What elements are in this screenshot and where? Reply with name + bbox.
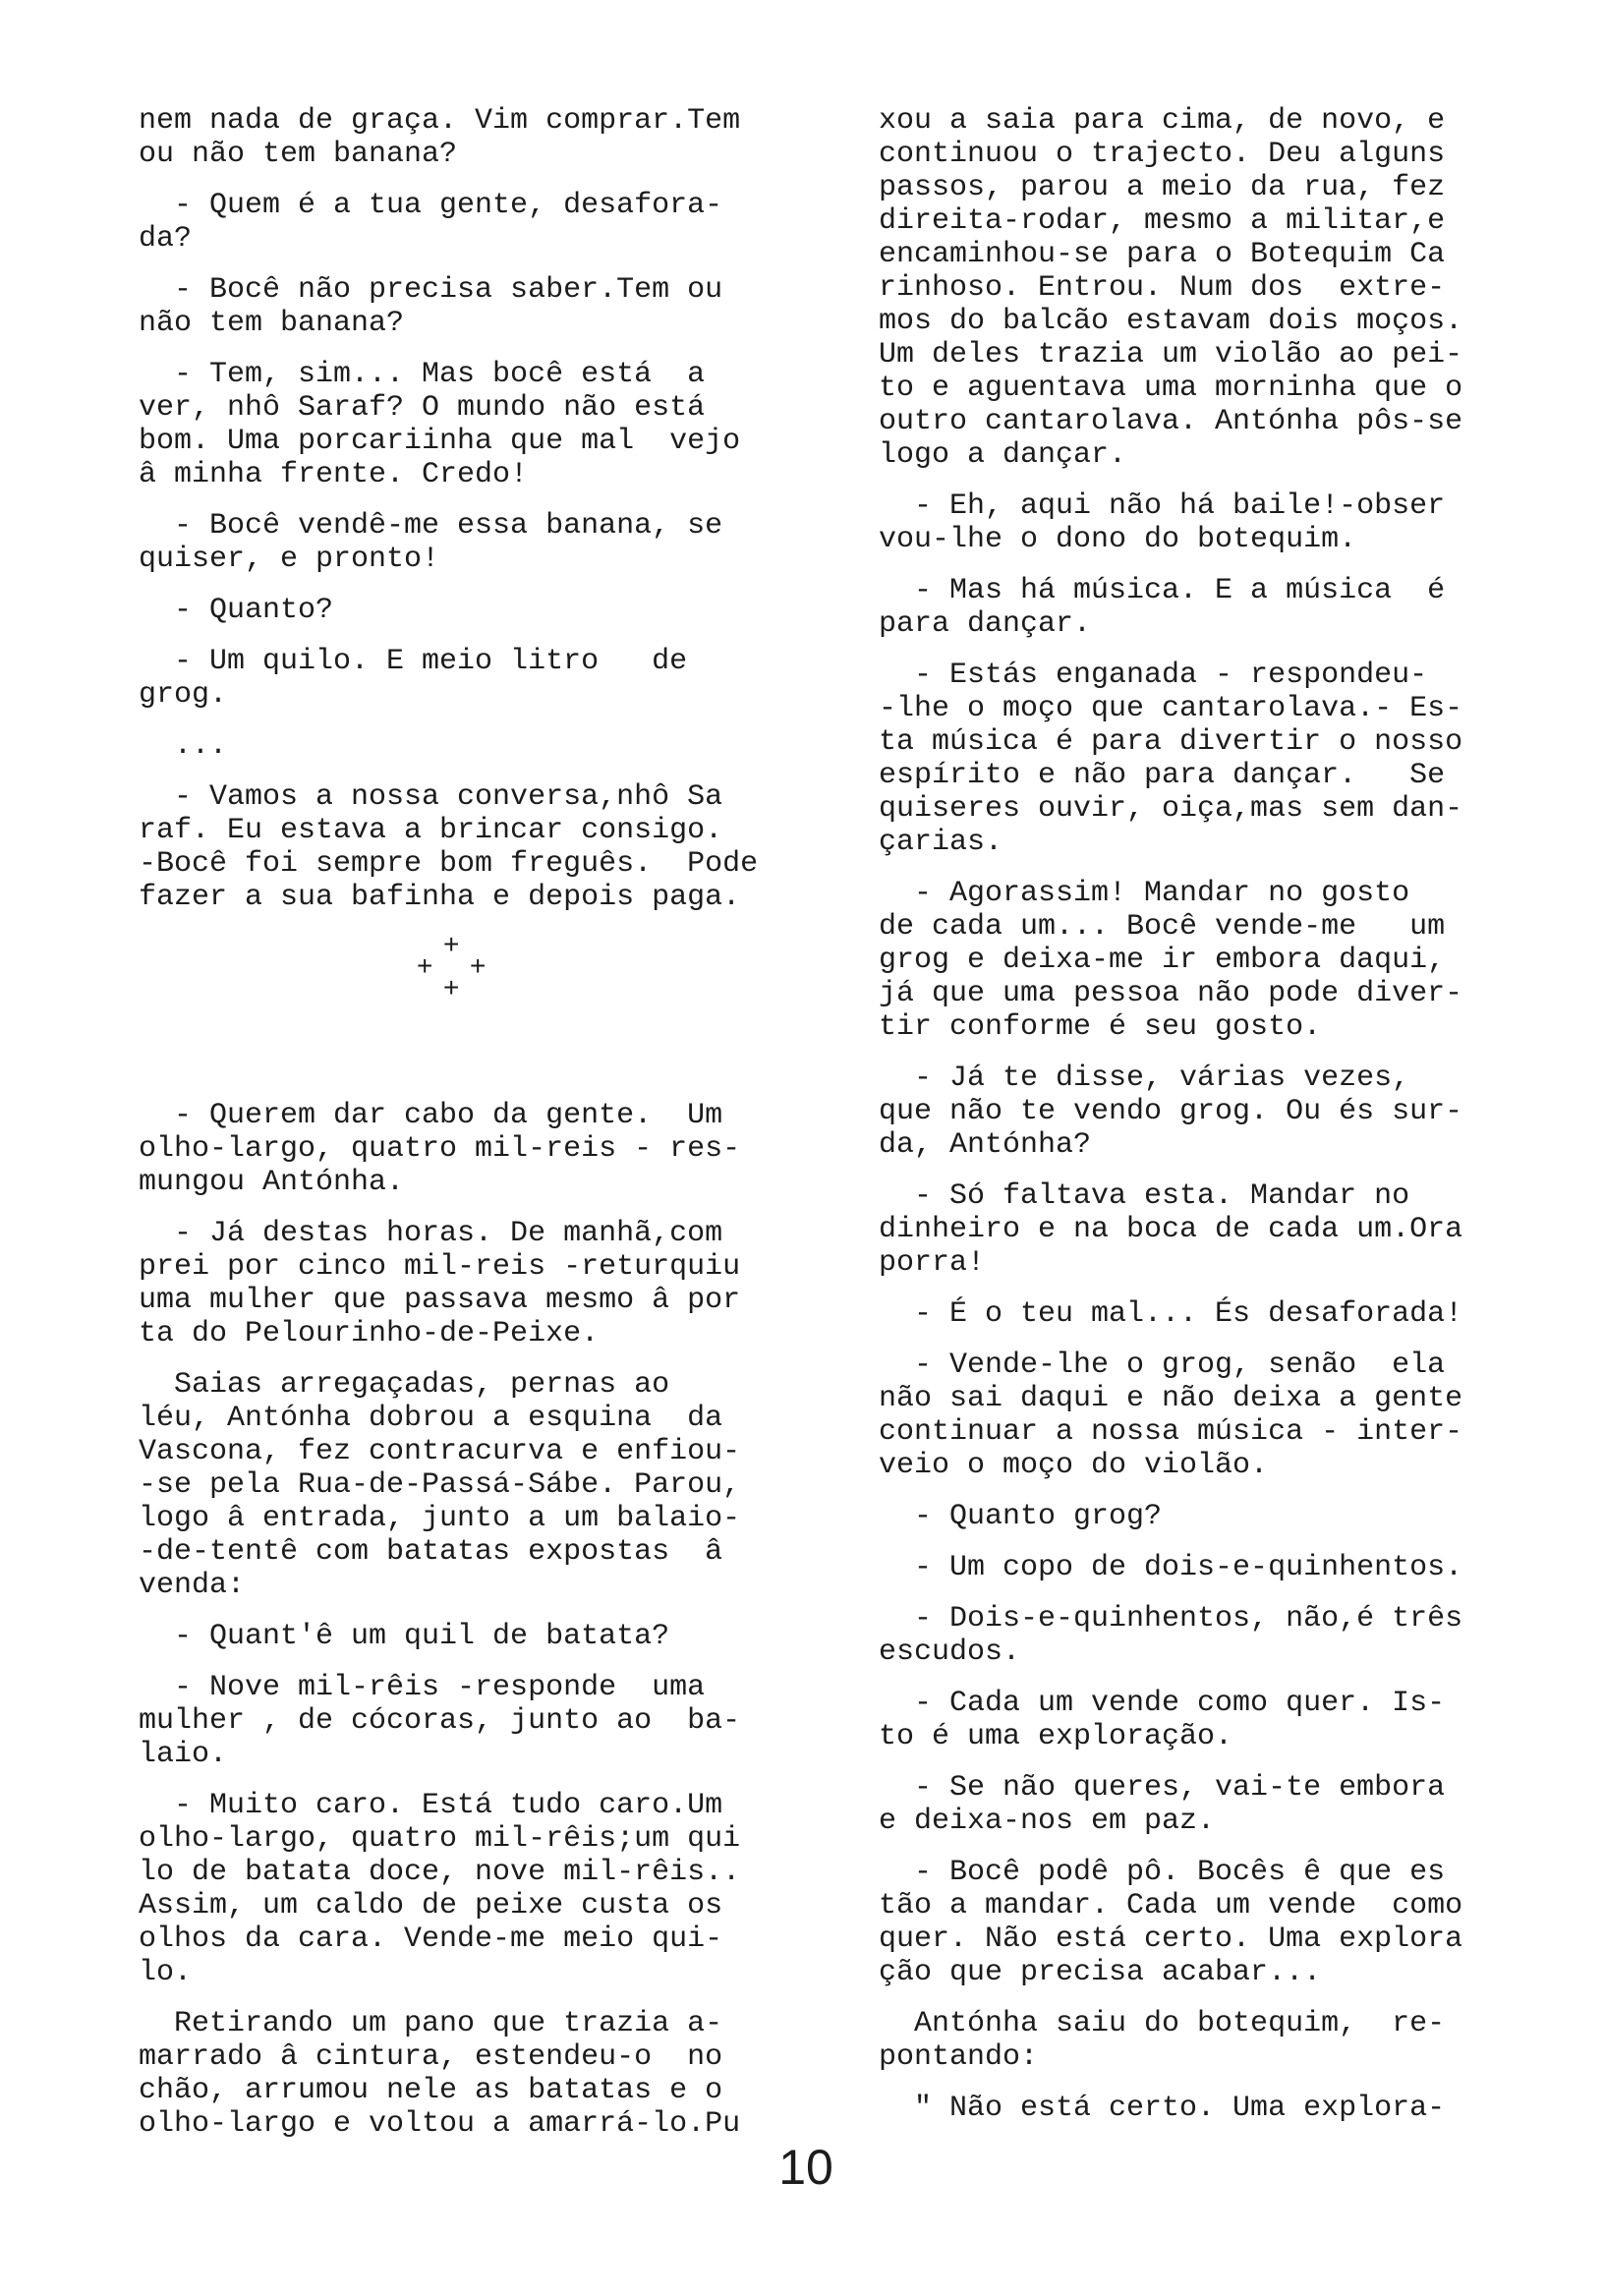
text-line: ta do Pelourinho-de-Peixe. <box>139 1317 600 1350</box>
paragraph-gap <box>879 1044 1567 1062</box>
paragraph <box>879 574 1567 641</box>
text-line: - Já te disse, várias vezes, <box>879 1062 1410 1095</box>
paragraph <box>879 2007 1567 2074</box>
text-line: xou a saia para cima, de novo, e <box>879 104 1446 138</box>
text-line: venda: <box>139 1569 246 1602</box>
ornament-cross-top: + <box>443 929 460 959</box>
text-line: escudos. <box>879 1636 1021 1669</box>
text-line: outro cantarolava. Antónha pôs-se <box>879 405 1463 438</box>
text-line: lo. <box>139 1956 193 1989</box>
text-line: - Um copo de dois-e-quinhentos. <box>879 1551 1463 1584</box>
text-line: de cada um... Bocê vende-me um <box>879 910 1446 944</box>
text-line: - Se não queres, vai-te embora <box>879 1771 1446 1805</box>
text-line: olhos da cara. Vende-me meio qui- <box>139 1923 723 1956</box>
paragraph <box>879 1551 1567 1584</box>
paragraph <box>879 489 1567 556</box>
text-line: olho-largo, quatro mil-rêis;um qui <box>139 1822 741 1856</box>
text-line: - Bocê vendê-me essa banana, se <box>139 509 723 543</box>
paragraph <box>139 1671 827 1771</box>
paragraph <box>139 1620 827 1653</box>
right-text-block <box>879 104 1567 2125</box>
paragraph <box>139 780 827 914</box>
text-line: - Já destas horas. De manhã,com <box>139 1217 723 1250</box>
text-line: quiser, e pronto! <box>139 543 440 576</box>
text-line: da? <box>139 222 193 256</box>
paragraph <box>879 1349 1567 1482</box>
paragraph-gap <box>139 491 827 509</box>
text-line: - Muito caro. Está tudo caro.Um <box>139 1789 723 1822</box>
text-line: - Bocê podê pô. Bocês ê que es <box>879 1856 1446 1889</box>
text-line: - Um quilo. E meio litro de <box>139 645 688 678</box>
text-line: léu, Antónha dobrou a esquina da <box>139 1402 723 1435</box>
paragraph <box>879 1500 1567 1533</box>
text-line: olho-largo, quatro mil-reis - res- <box>139 1132 741 1166</box>
paragraph-gap <box>139 1653 827 1671</box>
paragraph-gap <box>879 2074 1567 2092</box>
paragraph-gap <box>139 171 827 189</box>
text-line: - Eh, aqui não há baile!-obser <box>879 489 1446 523</box>
text-line: tão a mandar. Cada um vende como <box>879 1889 1463 1923</box>
paragraph-gap <box>879 1331 1567 1349</box>
paragraph <box>879 2092 1567 2125</box>
paragraph <box>879 1297 1567 1331</box>
text-line: direita-rodar, mesmo a militar,e <box>879 204 1446 238</box>
text-line: pontando: <box>879 2040 1039 2074</box>
section-break-ornament <box>139 928 827 1046</box>
paragraph-gap <box>879 1280 1567 1297</box>
text-line: da, Antónha? <box>879 1128 1092 1162</box>
text-line: rinhoso. Entrou. Num dos extre- <box>879 271 1446 305</box>
paragraph-gap <box>139 256 827 273</box>
text-line: to e aguentava uma morninha que o <box>879 372 1463 405</box>
text-line: Retirando um pano que trazia a- <box>139 2007 723 2040</box>
paragraph-gap <box>879 1482 1567 1500</box>
text-line: ... <box>139 729 228 763</box>
paragraph-gap <box>879 1753 1567 1771</box>
paragraph-gap <box>139 340 827 358</box>
text-line: Vascona, fez contracurva e enfiou- <box>139 1435 741 1468</box>
text-line: mungou Antónha. <box>139 1166 405 1199</box>
text-line: veio o moço do violão. <box>879 1449 1269 1482</box>
text-line: - Estás enganada - respondeu- <box>879 659 1428 692</box>
ornament-cross-bottom: + <box>443 972 460 1003</box>
paragraph <box>879 1856 1567 1989</box>
text-line: - Vende-lhe o grog, senão ela <box>879 1349 1446 1382</box>
text-line: -Bocê foi sempre bom freguês. Pode <box>139 847 759 881</box>
text-line: grog e deixa-me ir embora daqui, <box>879 944 1446 977</box>
paragraph <box>879 1179 1567 1280</box>
text-line: quer. Não está certo. Uma explora <box>879 1923 1463 1956</box>
text-line: continuou o trajecto. Deu alguns <box>879 138 1446 171</box>
text-line: - Nove mil-rêis -responde uma <box>139 1671 706 1704</box>
text-line: çarias. <box>879 826 1003 859</box>
paragraph-gap <box>879 1838 1567 1856</box>
paragraph-gap <box>139 1771 827 1789</box>
text-line: - Vamos a nossa conversa,nhô Sa <box>139 780 723 814</box>
text-line: -se pela Rua-de-Passá-Sábe. Parou, <box>139 1468 741 1502</box>
text-line: ta música é para divertir o nosso <box>879 725 1463 759</box>
paragraph <box>139 358 827 491</box>
paragraph-gap <box>139 1350 827 1368</box>
text-line: mulher , de cócoras, junto ao ba- <box>139 1704 741 1738</box>
text-line: lo de batata doce, nove mil-rêis.. <box>139 1856 741 1889</box>
paragraph-gap <box>139 576 827 594</box>
text-line: não tem banana? <box>139 307 405 340</box>
text-line: â minha frente. Credo! <box>139 458 529 491</box>
text-line: - É o teu mal... És desaforada! <box>879 1297 1463 1331</box>
text-line: passos, parou a meio da rua, fez <box>879 171 1446 204</box>
text-line: tir conforme é seu gosto. <box>879 1010 1322 1044</box>
paragraph-gap <box>139 763 827 780</box>
text-line: " Não está certo. Uma explora- <box>879 2092 1446 2125</box>
text-line: espírito e não para dançar. Se <box>879 759 1446 792</box>
paragraph-gap <box>879 859 1567 877</box>
text-line: - Quem é a tua gente, desafora- <box>139 189 723 222</box>
text-line: - Só faltava esta. Mandar no <box>879 1179 1410 1213</box>
text-line: quiseres ouvir, oiça,mas sem dan- <box>879 792 1463 826</box>
text-line: - Mas há música. E a música é <box>879 574 1446 607</box>
left-text-block-2 <box>139 1099 827 2141</box>
text-line: raf. Eu estava a brincar consigo. <box>139 814 723 847</box>
paragraph <box>139 729 827 763</box>
paragraph-gap <box>139 712 827 729</box>
paragraph-gap <box>879 641 1567 659</box>
text-line: ver, nhô Saraf? O mundo não está <box>139 391 706 425</box>
text-line: - Cada um vende como quer. Is- <box>879 1687 1446 1720</box>
text-line: porra! <box>879 1246 986 1280</box>
text-line: já que uma pessoa não pode diver- <box>879 977 1463 1010</box>
paragraph-gap <box>139 1199 827 1217</box>
paragraph-gap <box>879 1989 1567 2007</box>
paragraph <box>879 1062 1567 1162</box>
page-number: 10 <box>778 2140 833 2195</box>
left-column <box>139 104 827 2141</box>
text-line: ou não tem banana? <box>139 138 458 171</box>
text-line: mos do balcão estavam dois moços. <box>879 305 1463 338</box>
paragraph <box>139 645 827 712</box>
paragraph <box>139 509 827 576</box>
text-line: -lhe o moço que cantarolava.- Es- <box>879 692 1463 725</box>
paragraph-gap <box>879 1584 1567 1602</box>
paragraph <box>139 104 827 171</box>
right-column <box>879 104 1567 2125</box>
ornament-cross-left: + <box>417 950 433 981</box>
text-line: - Agorassim! Mandar no gosto <box>879 877 1410 910</box>
text-line: prei por cinco mil-reis -returquiu <box>139 1250 741 1284</box>
text-line: laio. <box>139 1738 228 1771</box>
text-line: encaminhou-se para o Botequim Ca <box>879 238 1446 271</box>
paragraph-gap <box>879 556 1567 574</box>
paragraph <box>879 1771 1567 1838</box>
text-line: grog. <box>139 678 228 712</box>
text-line: - Quanto? <box>139 594 334 627</box>
text-line: e deixa-nos em paz. <box>879 1805 1216 1838</box>
ornament-cross-right: + <box>470 950 487 981</box>
paragraph <box>879 1687 1567 1753</box>
paragraph <box>139 1099 827 1199</box>
text-line: bom. Uma porcariinha que mal vejo <box>139 425 741 458</box>
text-line: to é uma exploração. <box>879 1720 1233 1753</box>
text-line: uma mulher que passava mesmo â por <box>139 1284 741 1317</box>
text-line: Antónha saiu do botequim, re- <box>879 2007 1446 2040</box>
text-line: olho-largo e voltou a amarrá-lo.Pu <box>139 2107 741 2141</box>
text-line: chão, arrumou nele as batatas e o <box>139 2074 723 2107</box>
paragraph <box>139 594 827 627</box>
paragraph <box>879 1602 1567 1669</box>
text-line: que não te vendo grog. Ou és sur- <box>879 1095 1463 1128</box>
text-line: para dançar. <box>879 607 1092 641</box>
paragraph <box>139 2007 827 2141</box>
paragraph-gap <box>139 1602 827 1620</box>
text-line: - Quanto grog? <box>879 1500 1163 1533</box>
paragraph <box>139 273 827 340</box>
text-line: continuar a nossa música - inter- <box>879 1415 1463 1449</box>
text-line: não sai daqui e não deixa a gente <box>879 1382 1463 1415</box>
text-line: Saias arregaçadas, pernas ao <box>139 1368 670 1402</box>
paragraph-gap <box>879 1669 1567 1687</box>
paragraph <box>139 1368 827 1602</box>
text-line: - Quant'ê um quil de batata? <box>139 1620 670 1653</box>
text-line: ção que precisa acabar... <box>879 1956 1322 1989</box>
paragraph <box>879 659 1567 859</box>
paragraph <box>879 877 1567 1044</box>
text-line: - Bocê não precisa saber.Tem ou <box>139 273 723 307</box>
text-line: dinheiro e na boca de cada um.Ora <box>879 1213 1463 1246</box>
left-text-block-1 <box>139 104 827 914</box>
text-line: vou-lhe o dono do botequim. <box>879 523 1357 556</box>
paragraph <box>139 1217 827 1350</box>
paragraph <box>139 1789 827 1989</box>
text-line: logo a dançar. <box>879 438 1127 472</box>
text-line: - Dois-e-quinhentos, não,é três <box>879 1602 1463 1636</box>
text-line: nem nada de graça. Vim comprar.Tem <box>139 104 741 138</box>
paragraph-gap <box>879 1533 1567 1551</box>
paragraph <box>139 189 827 256</box>
text-line: marrado â cintura, estendeu-o no <box>139 2040 723 2074</box>
text-line: Um deles trazia um violão ao pei- <box>879 338 1463 372</box>
text-line: Assim, um caldo de peixe custa os <box>139 1889 723 1923</box>
text-line: - Querem dar cabo da gente. Um <box>139 1099 723 1132</box>
text-line: logo â entrada, junto a um balaio- <box>139 1502 741 1535</box>
paragraph-gap <box>139 627 827 645</box>
text-line: - Tem, sim... Mas bocê está a <box>139 358 706 391</box>
paragraph <box>879 104 1567 472</box>
paragraph-gap <box>879 1162 1567 1179</box>
paragraph-gap <box>139 1989 827 2007</box>
text-line: -de-tentê com batatas expostas â <box>139 1535 723 1569</box>
paragraph-gap <box>879 472 1567 489</box>
text-line: fazer a sua bafinha e depois paga. <box>139 881 741 914</box>
